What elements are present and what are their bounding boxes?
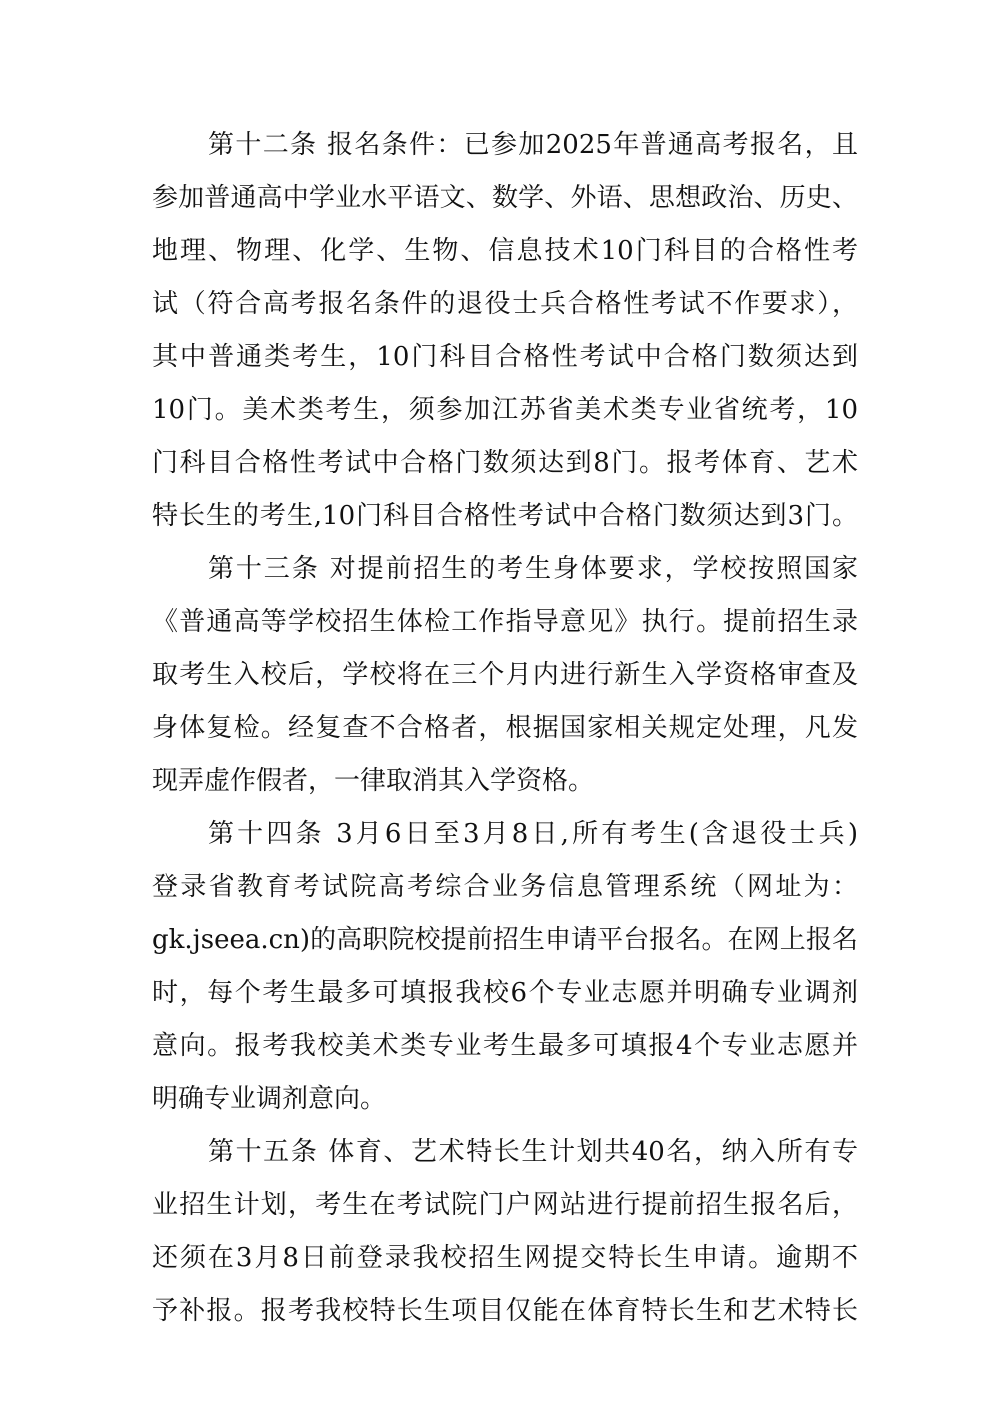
paragraph-line: 身体复检。经复查不合格者，根据国家相关规定处理，凡发: [152, 713, 858, 743]
paragraph-line: 还须在3月8日前登录我校招生网提交特长生申请。逾期不: [152, 1243, 858, 1273]
paragraph-line: 意向。报考我校美术类专业考生最多可填报4个专业志愿并: [152, 1031, 858, 1061]
paragraph-line: 时，每个考生最多可填报我校6个专业志愿并明确专业调剂: [152, 978, 858, 1008]
paragraph-line: 业招生计划，考生在考试院门户网站进行提前招生报名后，: [152, 1190, 858, 1220]
paragraph-line: 予补报。报考我校特长生项目仅能在体育特长生和艺术特长: [152, 1296, 858, 1326]
paragraph-line: 第十五条 体育、艺术特长生计划共40名，纳入所有专: [208, 1137, 858, 1167]
paragraph-line: 明确专业调剂意向。: [152, 1084, 387, 1114]
paragraph-line: 第十二条 报名条件：已参加2025年普通高考报名，且: [208, 130, 858, 160]
paragraph-line: 10门。美术类考生，须参加江苏省美术类专业省统考，10: [152, 395, 858, 425]
paragraph-line: 登录省教育考试院高考综合业务信息管理系统（网址为：: [152, 872, 858, 902]
paragraph-line: 试（符合高考报名条件的退役士兵合格性考试不作要求），: [152, 289, 858, 319]
paragraph-line: 现弄虚作假者，一律取消其入学资格。: [152, 766, 595, 796]
paragraph-line: 第十四条 3月6日至3月8日,所有考生(含退役士兵): [208, 819, 858, 849]
paragraph-line: 门科目合格性考试中合格门数须达到8门。报考体育、艺术: [152, 448, 858, 478]
paragraph-line: 特长生的考生,10门科目合格性考试中合格门数须达到3门。: [152, 501, 858, 531]
paragraph-line: 第十三条 对提前招生的考生身体要求，学校按照国家: [208, 554, 858, 584]
paragraph-line: 其中普通类考生，10门科目合格性考试中合格门数须达到: [152, 342, 858, 372]
paragraph-line: 地理、物理、化学、生物、信息技术10门科目的合格性考: [152, 236, 858, 266]
paragraph-line: gk.jseea.cn)的高职院校提前招生申请平台报名。在网上报名: [152, 925, 858, 955]
paragraph-line: 取考生入校后，学校将在三个月内进行新生入学资格审查及: [152, 660, 858, 690]
paragraph-line: 参加普通高中学业水平语文、数学、外语、思想政治、历史、: [152, 183, 858, 213]
paragraph-line: 《普通高等学校招生体检工作指导意见》执行。提前招生录: [152, 607, 858, 637]
